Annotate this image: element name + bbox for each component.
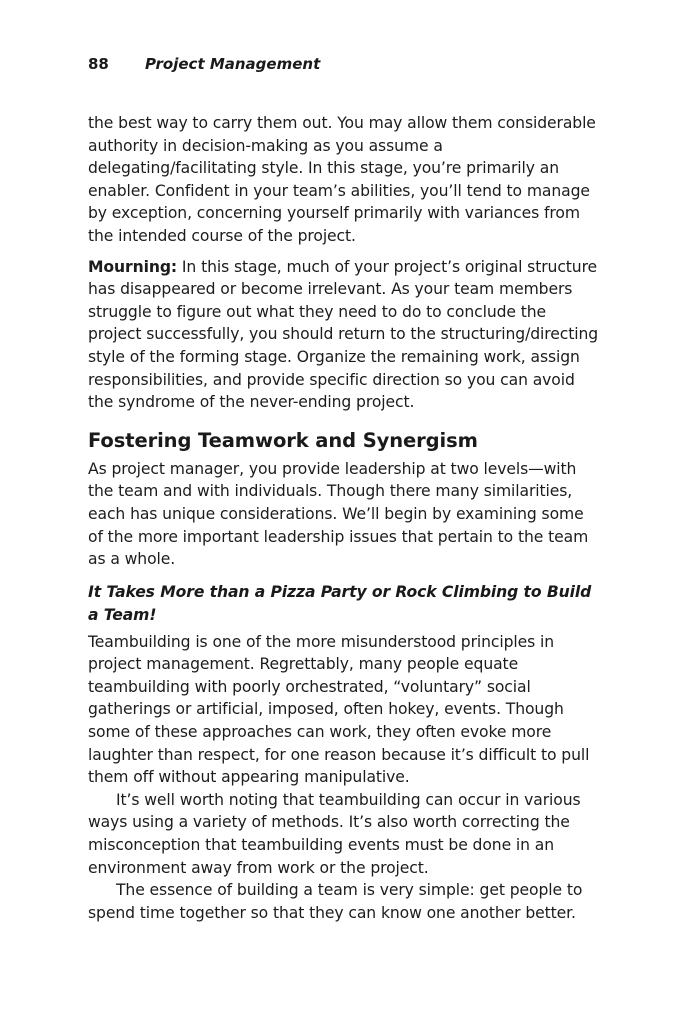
running-header	[88, 55, 320, 73]
subsection-heading-pizza: It Takes More than a Pizza Party or Rock Climbing to Build a Team!	[88, 582, 592, 624]
paragraph-mourning	[88, 256, 600, 414]
page-number: 88	[88, 55, 109, 73]
page-body	[88, 112, 600, 924]
paragraph-teambuilding: Teambuilding is one of the more misunderstood principles in project management. Regrettably, many people equate teambuilding with poorly orchestrated, “voluntary” social gatherings or artificial, imposed, often hokey, events. Though some of these approaches can work, they often evoke more laughter than respect, for one reason because it’s difficult to pull them off without appearing manipulative.	[88, 632, 590, 787]
mourning-term: Mourning:	[88, 257, 178, 276]
running-title: Project Management	[145, 55, 321, 73]
paragraph-methods: It’s well worth noting that teambuilding can occur in various ways using a variety of methods. It’s also worth correcting the misconception that teambuilding events must be done in an environment away from work or the project.	[88, 790, 581, 877]
paragraph-delegating: the best way to carry them out. You may allow them considerable authority in decision-making as you assume a delegating/facilitating style. In this stage, you’re primarily an enabler. Confident in your team’s abilities, you’ll tend to manage by exception, concerning yourself primarily with variances from the intended course of the project.	[88, 114, 596, 245]
mourning-text: In this stage, much of your project’s original structure has disappeared or become irrelevant. As your team members struggle to figure out what they need to do to conclude the project successfully, you should return to the structuring/directing style of the forming stage. Organize the remaining work, assign responsibilities, and provide specific direction so you can avoid the syndrome of the never-ending project.	[88, 257, 599, 412]
section-heading-fostering: Fostering Teamwork and Synergism	[88, 428, 478, 452]
paragraph-essence: The essence of building a team is very simple: get people to spend time together so that they can know one another better.	[88, 881, 583, 922]
paragraph-fostering: As project manager, you provide leadership at two levels—with the team and with individuals. Though there many similarities, each has unique considerations. We’ll begin by examining some of the more important leadership issues that pertain to the team as a whole.	[88, 459, 589, 569]
